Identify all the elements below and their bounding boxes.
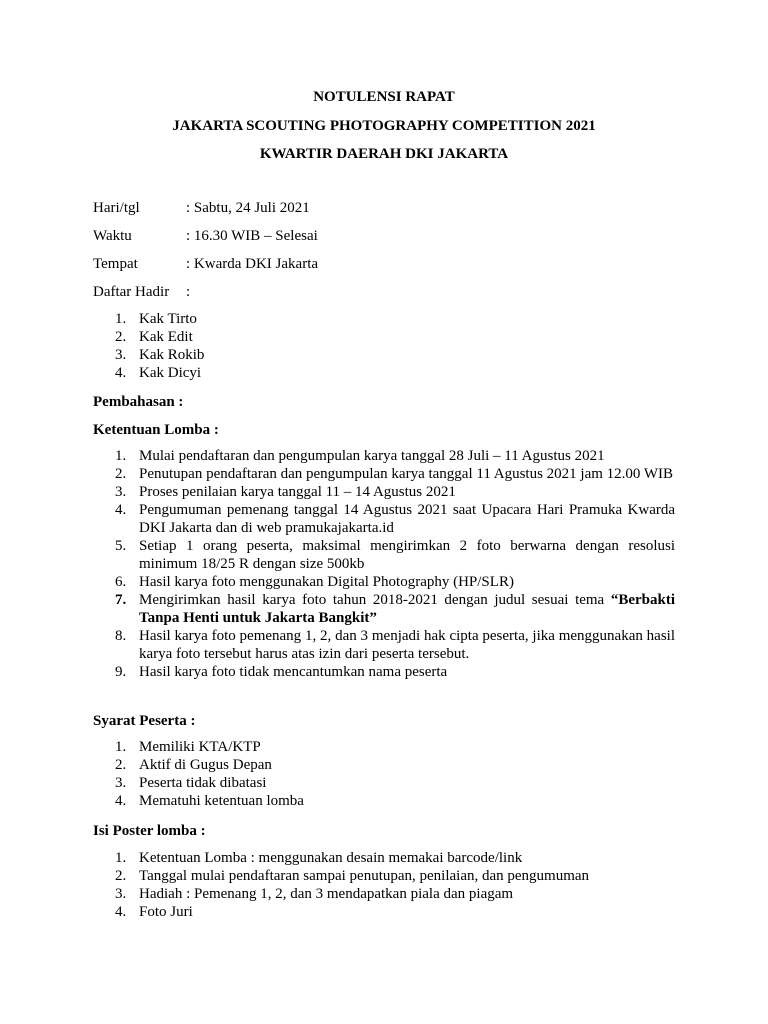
attendee-name: Kak Dicyi (139, 365, 202, 381)
attendee-name: Kak Tirto (139, 311, 197, 327)
place-label: Tempat (93, 256, 138, 272)
list-number: 9. (115, 664, 127, 680)
rule-text: Penutupan pendaftaran dan pengumpulan karya tanggal 11 Agustus 2021 jam 12.00 WIB (139, 466, 674, 482)
rule-text: Mulai pendaftaran dan pengumpulan karya tanggal 28 Juli – 11 Agustus 2021 (139, 448, 605, 464)
list-item (93, 465, 675, 483)
list-item (93, 483, 675, 501)
meta-time (93, 227, 318, 245)
list-item (93, 792, 675, 810)
requirement-text: Peserta tidak dibatasi (139, 775, 267, 791)
list-item (93, 346, 675, 364)
poster-text: Foto Juri (139, 904, 193, 920)
attendee-list (93, 310, 675, 382)
attendee-name: Kak Edit (139, 329, 193, 345)
heading-discussion: Pembahasan : (93, 394, 184, 410)
rule-text: Hasil karya foto pemenang 1, 2, dan 3 menjadi hak cipta peserta, jika menggunakan hasil karya foto tersebut harus atas izin dari peserta tersebut. (139, 628, 675, 662)
meta-attendance (93, 283, 190, 301)
date-value: : Sabtu, 24 Juli 2021 (186, 200, 310, 216)
list-number: 8. (115, 628, 127, 644)
list-number: 4. (115, 904, 127, 920)
heading-requirements: Syarat Peserta : (93, 713, 196, 729)
attendee-name: Kak Rokib (139, 347, 205, 363)
time-label: Waktu (93, 228, 132, 244)
rule-theme: “Berbakti Tanpa Henti untuk Jakarta Bangkit” (139, 592, 675, 626)
poster-text: Hadiah : Pemenang 1, 2, dan 3 mendapatkan piala dan piagam (139, 886, 514, 902)
attendance-colon: : (186, 284, 191, 300)
rule-text: Setiap 1 orang peserta, maksimal mengirimkan 2 foto berwarna dengan resolusi minimum 18/25 R dengan size 500kb (139, 538, 675, 572)
list-item (93, 573, 675, 591)
rule-text: Hasil karya foto tidak mencantumkan nama peserta (139, 664, 448, 680)
list-number: 7. (115, 592, 127, 608)
requirement-text: Mematuhi ketentuan lomba (139, 793, 304, 809)
list-number: 2. (115, 466, 127, 482)
attendance-label: Daftar Hadir (93, 284, 170, 300)
list-item (93, 849, 675, 867)
poster-text: Tanggal mulai pendaftaran sampai penutupan, penilaian, dan pengumuman (139, 868, 590, 884)
list-item (93, 774, 675, 792)
title-line-2: JAKARTA SCOUTING PHOTOGRAPHY COMPETITION 2021 (172, 118, 596, 134)
list-number: 1. (115, 850, 127, 866)
requirements-list (93, 738, 675, 810)
heading-rules: Ketentuan Lomba : (93, 422, 219, 438)
list-item (93, 756, 675, 774)
list-number: 3. (115, 484, 127, 500)
list-item (93, 447, 675, 465)
heading-poster: Isi Poster lomba : (93, 823, 206, 839)
list-number: 2. (115, 329, 127, 345)
list-item (93, 364, 675, 382)
poster-text: Ketentuan Lomba : menggunakan desain memakai barcode/link (139, 850, 523, 866)
list-item (93, 627, 675, 663)
poster-list (93, 849, 675, 921)
list-number: 1. (115, 739, 127, 755)
list-number: 2. (115, 868, 127, 884)
rule-text: Pengumuman pemenang tanggal 14 Agustus 2021 saat Upacara Hari Pramuka Kwarda DKI Jakarta dan di web pramukajakarta.id (139, 502, 675, 536)
title-line-1: NOTULENSI RAPAT (313, 89, 455, 105)
list-item (93, 903, 675, 921)
list-number: 4. (115, 365, 127, 381)
list-number: 3. (115, 775, 127, 791)
requirement-text: Aktif di Gugus Depan (139, 757, 272, 773)
list-number: 2. (115, 757, 127, 773)
time-value: : 16.30 WIB – Selesai (186, 228, 318, 244)
list-item (93, 310, 675, 328)
list-number: 1. (115, 448, 127, 464)
meta-date (93, 199, 310, 217)
rule-text: Hasil karya foto menggunakan Digital Photography (HP/SLR) (139, 574, 514, 590)
list-item (93, 885, 675, 903)
title-line-3: KWARTIR DAERAH DKI JAKARTA (259, 146, 509, 162)
meta-place (93, 255, 318, 273)
list-item (93, 328, 675, 346)
date-label: Hari/tgl (93, 200, 140, 216)
list-number: 6. (115, 574, 127, 590)
requirement-text: Memiliki KTA/KTP (139, 739, 261, 755)
place-value: : Kwarda DKI Jakarta (186, 256, 319, 272)
list-number: 4. (115, 502, 127, 518)
list-item (93, 867, 675, 885)
list-item (93, 663, 675, 681)
list-number: 4. (115, 793, 127, 809)
rules-list (93, 447, 675, 681)
list-number: 1. (115, 311, 127, 327)
list-item (93, 591, 675, 627)
rule-text: Proses penilaian karya tanggal 11 – 14 Agustus 2021 (139, 484, 456, 500)
list-number: 5. (115, 538, 127, 554)
list-item (93, 537, 675, 573)
list-item (93, 501, 675, 537)
list-item (93, 738, 675, 756)
list-number: 3. (115, 347, 127, 363)
rule-text: Mengirimkan hasil karya foto tahun 2018-2021 dengan judul sesuai tema (139, 592, 605, 608)
list-number: 3. (115, 886, 127, 902)
